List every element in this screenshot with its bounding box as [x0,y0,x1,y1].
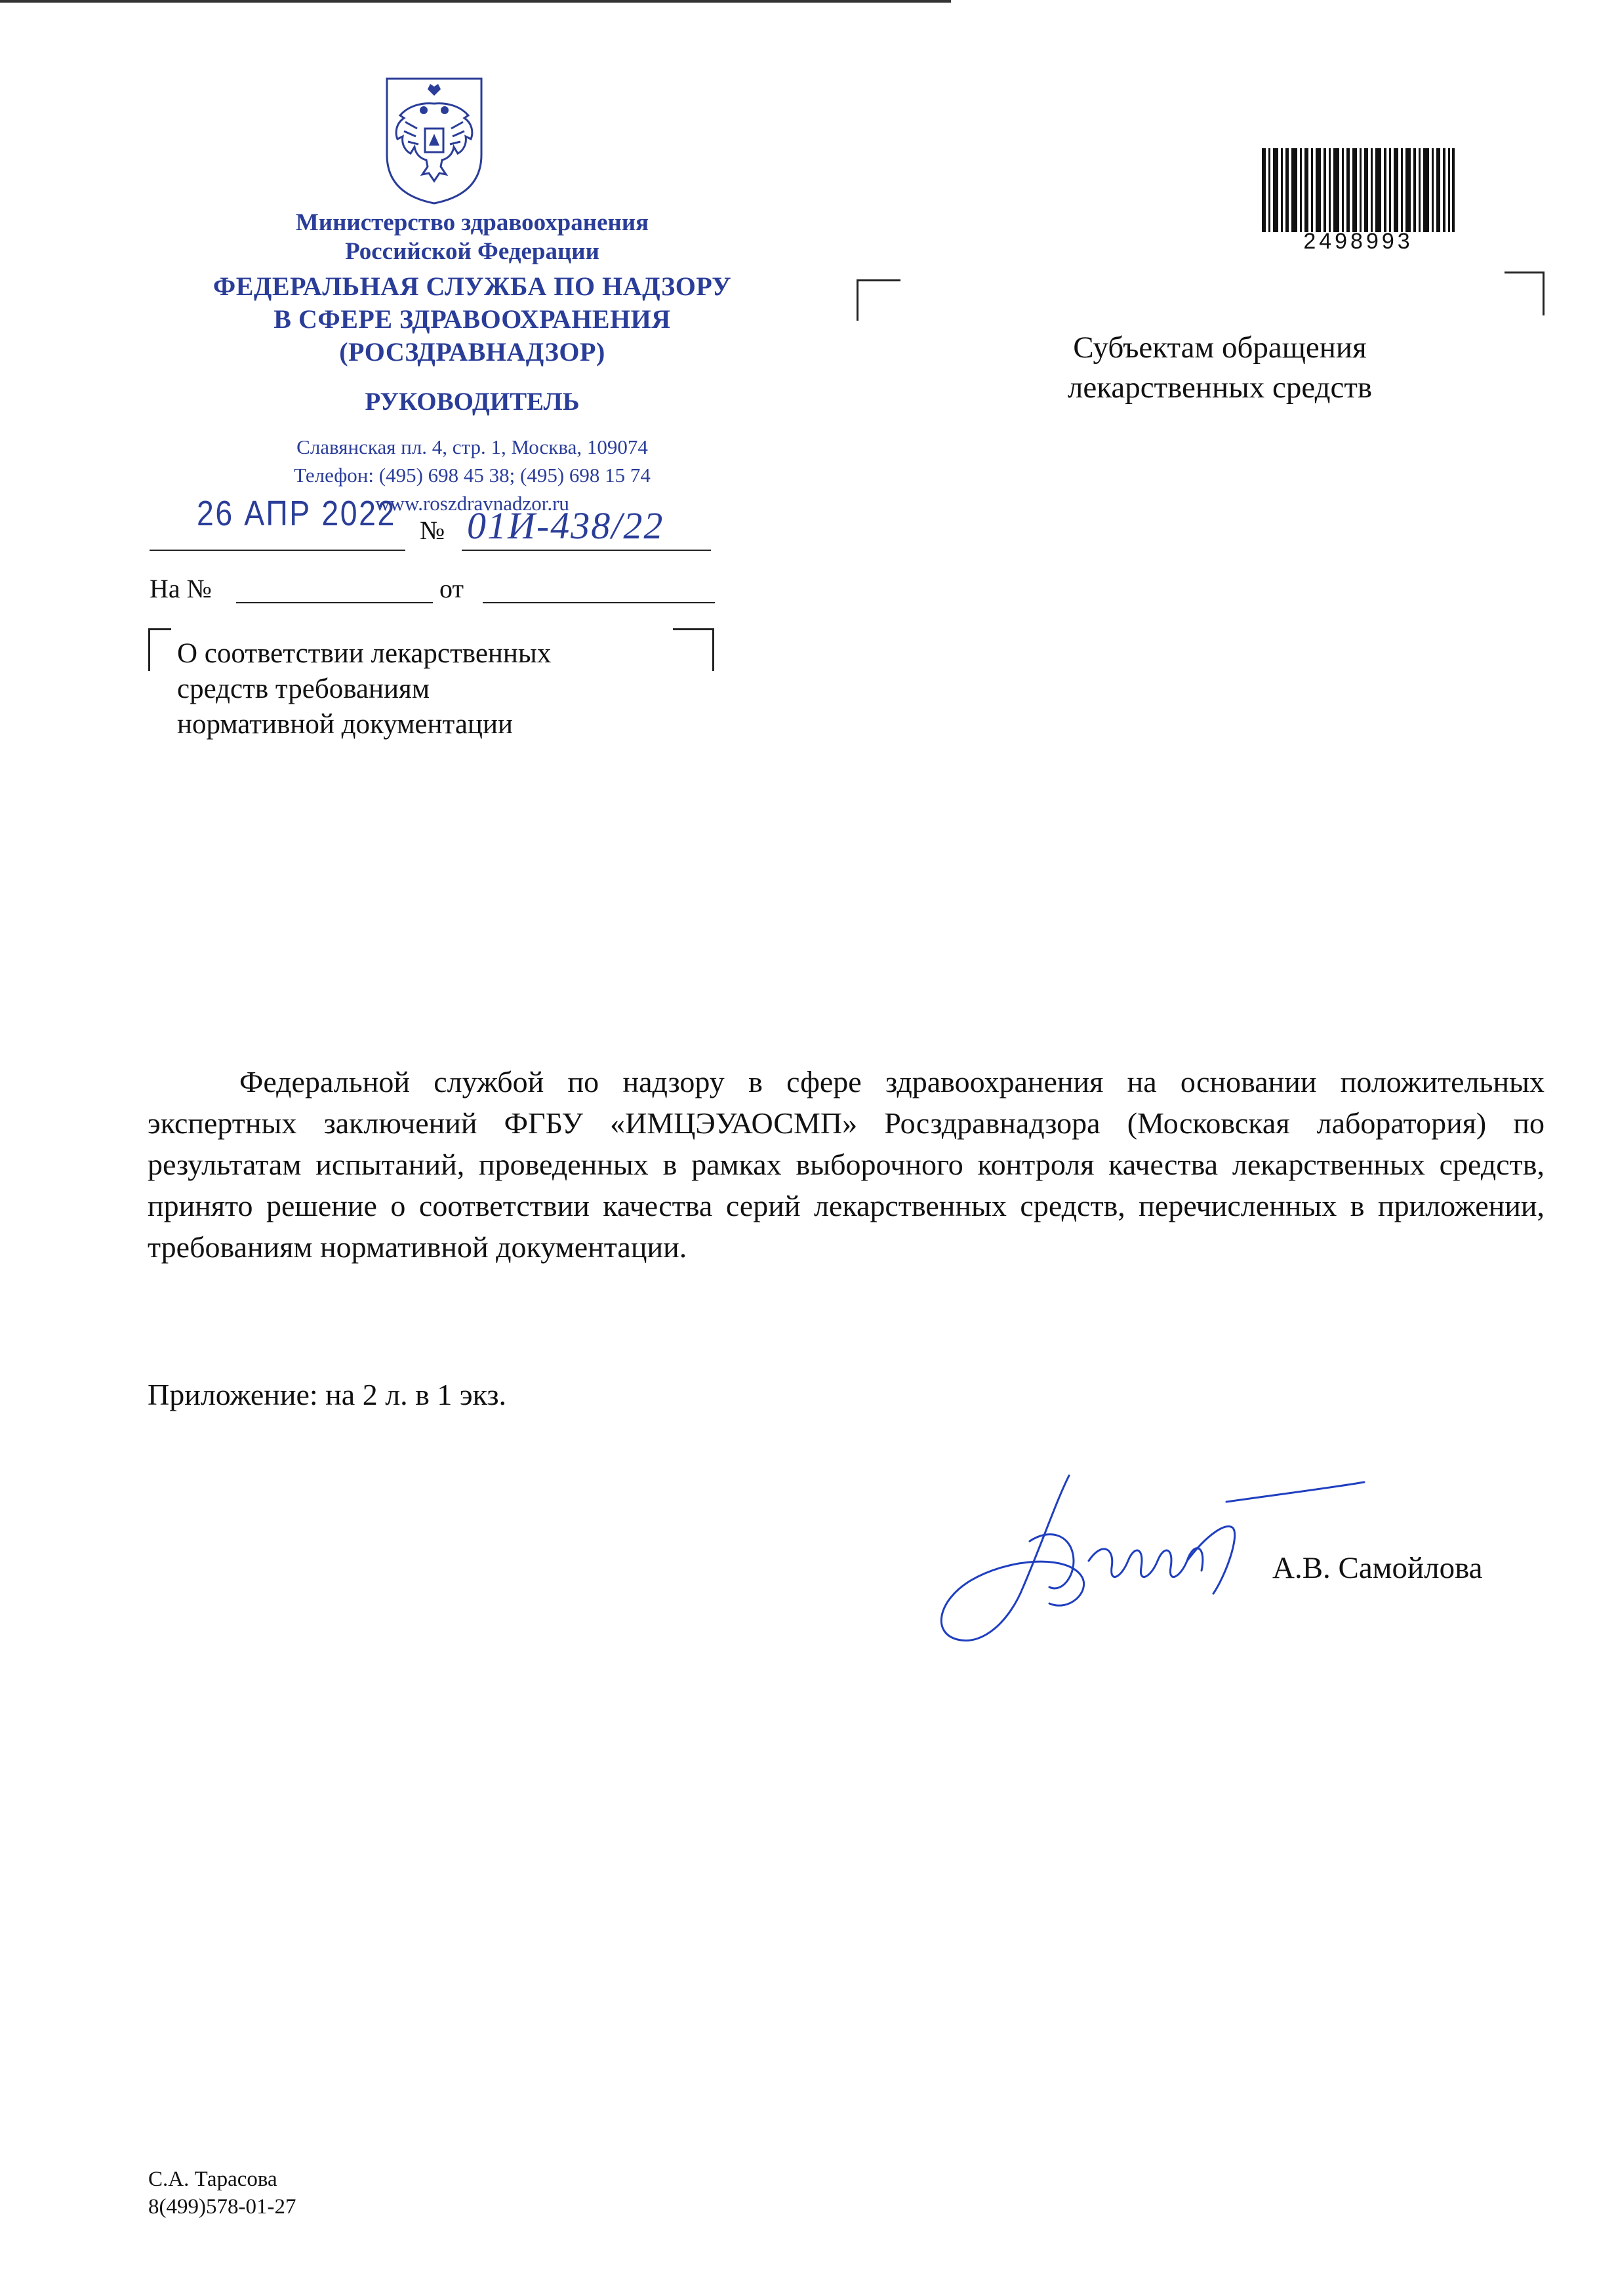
subject-line-2: средств требованиям [177,674,430,704]
executor-name: С.А. Тарасова [148,2167,277,2191]
reply-underline [236,602,433,603]
signer-name: А.В. Самойлова [1272,1551,1483,1585]
from-underline [483,602,715,603]
barcode-number: 2498993 [1303,229,1413,254]
recipient-line-1: Субъектам обращения [1073,331,1367,365]
service-line-2: В СФЕРЕ ЗДРАВООХРАНЕНИЯ [273,304,671,334]
address: Славянская пл. 4, стр. 1, Москва, 109074 [296,435,648,458]
service-name [131,270,813,369]
subject-corner-left [148,628,171,671]
recipient [984,328,1456,408]
recipient-corner-left [857,279,900,321]
ministry-name [131,209,813,266]
position-title: РУКОВОДИТЕЛЬ [365,388,580,416]
number-underline [462,550,711,551]
executor-info [148,2165,296,2221]
ministry-line-1: Министерство здравоохранения [295,209,649,236]
ministry-line-2: Российской Федерации [345,238,599,265]
handwritten-number: 01И-438/22 [467,504,664,547]
date-stamp: 26 АПР 2022 [197,494,396,533]
reply-label: На № [150,574,212,603]
subject-line-1: О соответствии лекарственных [177,638,552,669]
scan-edge [0,0,951,3]
phone: Телефон: (495) 698 45 38; (495) 698 15 74 [294,464,651,487]
number-sign: № [420,515,445,545]
service-line-3: (РОСЗДРАВНАДЗОР) [339,337,605,367]
body-paragraph: Федеральной службой по надзору в сфере здравоохранения на основании положительных экспертных заключений ФГБУ «ИМЦЭУАОСМП» Росздравнадзора (Московская лаборатория) по результатам испытаний, проведенных в рамках выборочного контроля качества лекарственных средств, принято решение о соответствии качества серий лекарственных средств, перечисленных в приложении, требованиям нормативной документации. [148,1065,1545,1264]
recipient-line-2: лекарственных средств [1067,371,1373,405]
attachment-note: Приложение: на 2 л. в 1 экз. [148,1378,507,1411]
recipient-corner-right [1505,272,1545,315]
from-label: от [439,574,464,603]
executor-phone: 8(499)578-01-27 [148,2195,296,2219]
date-underline [150,550,405,551]
barcode [1262,148,1455,232]
service-line-1: ФЕДЕРАЛЬНАЯ СЛУЖБА ПО НАДЗОРУ [212,272,732,301]
subject [177,636,702,742]
website: www.roszdravnadzor.ru [375,492,569,515]
coat-of-arms-icon [382,76,487,206]
subject-line-3: нормативной документации [177,709,513,740]
